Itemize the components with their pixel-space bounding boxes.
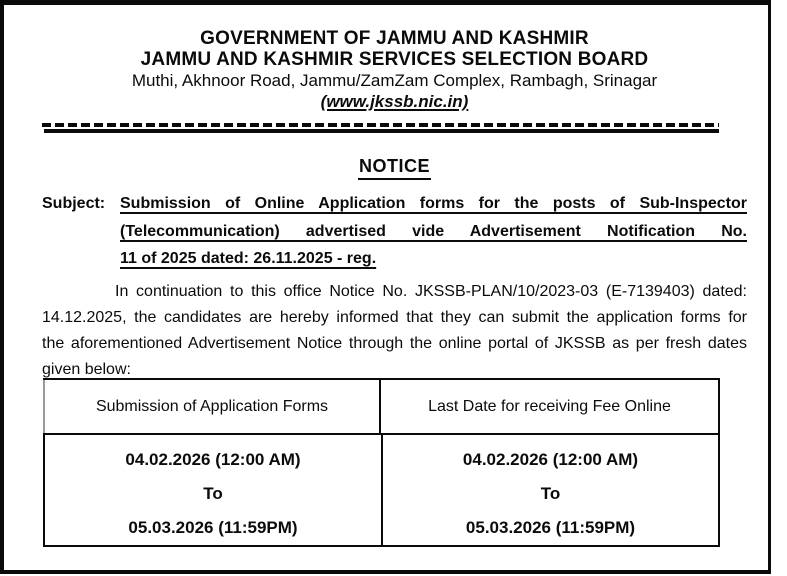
end-date: 05.03.2026 (11:59PM) <box>128 518 298 537</box>
page-border-left <box>0 0 4 574</box>
dashed-divider <box>42 123 719 127</box>
subject-text <box>120 190 747 273</box>
document-header <box>42 28 747 113</box>
address-line: Muthi, Akhnoor Road, Jammu/ZamZam Complex, Rambagh, Srinagar <box>131 71 658 90</box>
start-date: 04.02.2026 (12:00 AM) <box>125 450 301 469</box>
subject-line: (Telecommunication) advertised vide Advertisement Notification No. <box>120 222 747 240</box>
to-label: To <box>540 484 561 503</box>
notice-heading-text: NOTICE <box>358 156 431 180</box>
solid-divider <box>44 129 719 133</box>
body-line: given below: <box>42 361 131 378</box>
page-border-right <box>768 0 771 574</box>
body-line: In continuation to this office Notice No. JKSSB-PLAN/10/2023-03 (E-7139403) dated: <box>115 283 747 300</box>
page-border-bottom <box>0 570 771 574</box>
to-label: To <box>203 484 223 503</box>
subject-line: 11 of 2025 dated: 26.11.2025 - reg. <box>120 250 377 267</box>
table-header-submission: Submission of Application Forms <box>43 380 381 433</box>
page-border-top <box>0 0 771 5</box>
notice-heading <box>42 156 747 180</box>
end-date: 05.03.2026 (11:59PM) <box>465 518 636 537</box>
dates-table <box>43 378 720 547</box>
body-paragraph <box>42 279 747 383</box>
body-line: the aforementioned Advertisement Notice through the online portal of JKSSB as per fresh dates <box>42 335 747 352</box>
government-title: GOVERNMENT OF JAMMU AND KASHMIR <box>200 28 589 49</box>
board-title: JAMMU AND KASHMIR SERVICES SELECTION BOARD <box>140 49 649 70</box>
start-date: 04.02.2026 (12:00 AM) <box>462 450 639 469</box>
table-data-row <box>45 435 718 545</box>
subject-block <box>42 190 747 273</box>
body-line: 14.12.2025, the candidates are hereby informed that they can submit the application forms for <box>42 309 747 326</box>
subject-label: Subject: <box>42 195 106 212</box>
table-cell-fee-dates <box>383 435 718 545</box>
subject-line: Submission of Online Application forms for the posts of Sub-Inspector <box>120 195 747 212</box>
table-cell-submission-dates <box>45 435 383 545</box>
table-header-row <box>45 380 718 435</box>
table-header-fee: Last Date for receiving Fee Online <box>428 397 671 415</box>
website-link[interactable]: (www.jkssb.nic.in) <box>320 92 469 111</box>
